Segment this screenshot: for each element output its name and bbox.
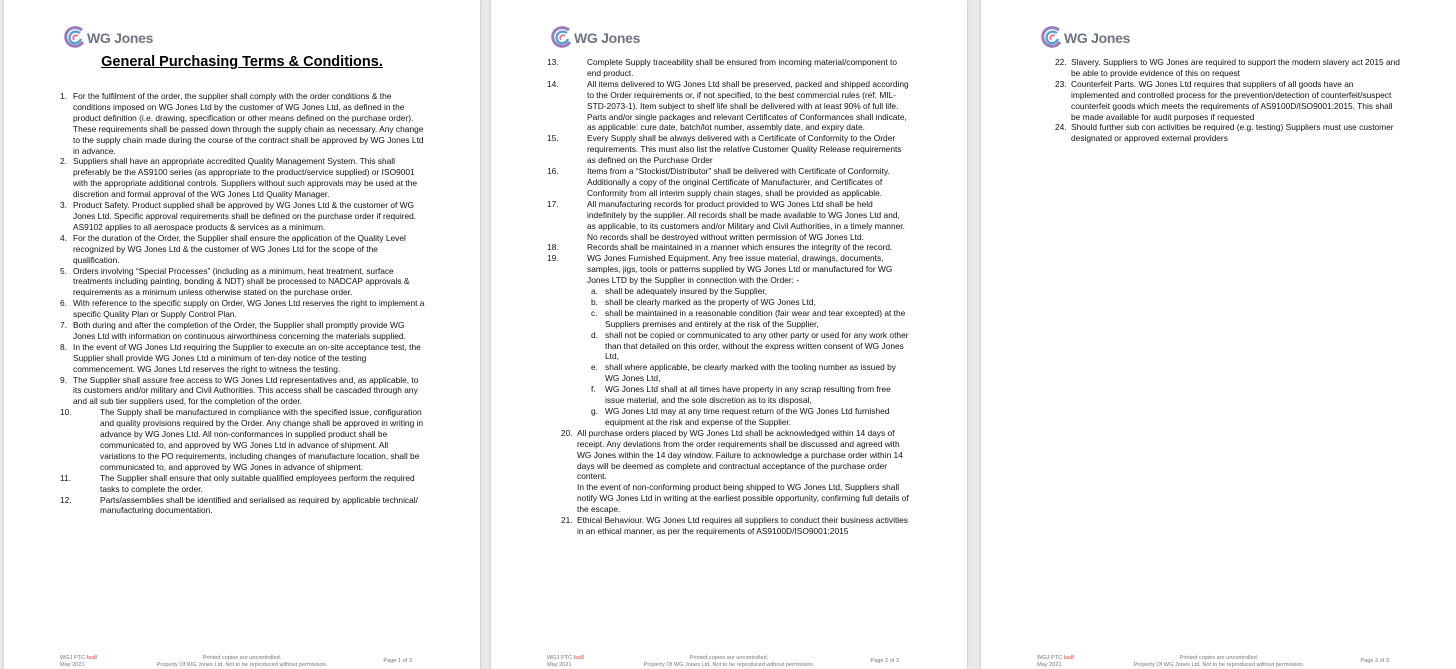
list-item: 21. Ethical Behaviour. WG Jones Ltd requires all suppliers to conduct their business activities in an ethical manner, as per the requirements of AS9100D/ISO9001:2015 bbox=[561, 515, 908, 536]
property-notice: Property Of WG Jones Ltd. Not to be reproduced without permission. bbox=[643, 662, 815, 668]
doc-ref: WGJ PTC bbox=[547, 655, 573, 661]
doc-revision: Iss8 bbox=[86, 655, 97, 661]
page-number: Page 2 of 3 bbox=[870, 658, 899, 664]
property-notice: Property Of WG Jones Ltd. Not to be reproduced without permission. bbox=[156, 662, 328, 668]
doc-revision: Iss8 bbox=[1063, 655, 1074, 661]
uncontrolled-notice: Printed copies are uncontrolled. bbox=[202, 655, 282, 661]
logo-wordmark: WG Jones bbox=[1064, 30, 1131, 46]
list-item: 19. WG Jones Furnished Equipment. Any free issue material, drawings, documents, samples, jigs, tools or patterns supplied by WG Jones Ltd or manufactured for WG Jones LTD by the Supplier in connection with the Order: - bbox=[547, 253, 893, 286]
sub-list-item: g. WG Jones Ltd may at any time request return of the WG Jones Ltd furnished equipment at the risk and expense of the Supplier. bbox=[591, 406, 890, 427]
wg-jones-logo bbox=[549, 24, 679, 54]
sub-list-item: b. shall be clearly marked as the property of WG Jones Ltd, bbox=[591, 296, 816, 307]
list-item: 24. Should further sub con activities be required (e.g. testing) Suppliers must use customer designated or approved external providers bbox=[1055, 122, 1394, 144]
list-item: 10. The Supply shall be manufactured in compliance with the specified issue, configuration and quality provisions required by the Order. Any change shall be approved in writing in advance by WG Jones Ltd. All non-conformances in supplied product shall be communicated to, and approved by WG Jones Ltd in advance of shipment. All variations to the PO requirements, including changes of manufacture location, shall be communicated to, and approved by WG Jones in advance of shipment. bbox=[60, 407, 424, 472]
logo-wordmark: WG Jones bbox=[574, 30, 641, 46]
swirl-logo-icon bbox=[549, 24, 575, 52]
list-item: 12. Parts/assemblies shall be identified and serialised as required by applicable technical/ manufacturing documentation. bbox=[60, 494, 418, 516]
list-item: 5. Orders involving “Special Processes” (including as a minimum, heat treatment, surface treatments including painting, bonding & NDT) shall be processed to NADCAP approvals & requirements as a minimum unless otherwise stated on the purchase order. bbox=[60, 265, 410, 298]
terms-list-page-1 bbox=[60, 91, 426, 516]
doc-date: May 2021 bbox=[1037, 662, 1062, 668]
sub-list-item: a. shall be adequately insured by the Supplier, bbox=[591, 286, 768, 297]
uncontrolled-notice: Printed copies are uncontrolled. bbox=[1179, 655, 1259, 661]
doc-revision: Iss8 bbox=[573, 655, 584, 661]
list-item: 6. With reference to the specific supply on Order, WG Jones Ltd reserves the right to implement a specific Quality Plan or Supply Control Plan. bbox=[60, 298, 425, 320]
page-number: Page 1 of 3 bbox=[383, 658, 412, 664]
doc-ref: WGJ PTC bbox=[1037, 655, 1063, 661]
list-item: 15. Every Supply shall be always delivered with a Certificate of Conformity to the Order requirements. This must also list the relative Customer Quality Release requirements as defined on the Purchase Order bbox=[547, 133, 902, 166]
wg-jones-logo bbox=[1039, 24, 1169, 54]
list-item: 3. Product Safety. Product supplied shall be approved by WG Jones Ltd & the customer of WG Jones Ltd. Specific approval requirements shall be defined on the purchase order if required. AS9102 applies to all aerospace products & services as a minimum. bbox=[60, 200, 417, 232]
document-page-1 bbox=[4, 0, 480, 669]
swirl-logo-icon bbox=[1039, 24, 1065, 52]
list-item: 13. Complete Supply traceability shall be ensured from incoming material/component to end product. bbox=[547, 57, 898, 78]
sub-list-item: d. shall not be copied or communicated to any other party or used for any work other than that detailed on this order, without the express written consent of WG Jones Ltd, bbox=[591, 329, 909, 362]
list-item: 16. Items from a “Stockist/Distributor” shall be delivered with Certificate of Conformity. Additionally a copy of the original Certificate of Manufacturer, and Certificates of Conformity from all interim supply chain stages, shall be provided as applicable. bbox=[547, 166, 890, 198]
list-item: 14. All items delivered to WG Jones Ltd shall be preserved, packed and shipped according to the Order requirements or, if not specified, to the best commercial rules (ref. MIL-STD-2073-1). Item subject to shelf life shall be delivered with at least 90% of full life. Parts and/or single packages and relevant Certificates of Conformances shall indicate, as applicable: cure date, batch/lot number, assembly date, and expiry date. bbox=[547, 78, 909, 133]
list-item: 7. Both during and after the completion of the Order, the Supplier shall promptly provide WG Jones Ltd with information on continuous airworthiness concerning the materials supplied. bbox=[60, 320, 406, 341]
list-item: 2. Suppliers shall have an appropriate accredited Quality Management System. This shall preferably be the AS9100 series (as appropriate to the product/service supplied) or ISO9001 with the appropriate additional controls. Suppliers without such approvals may be used at the discretion and formal approval of the WG Jones Ltd Quality Manager. bbox=[60, 156, 418, 200]
wg-jones-logo bbox=[62, 24, 192, 54]
swirl-logo-icon bbox=[62, 24, 88, 52]
list-item: 17. All manufacturing records for product provided to WG Jones Ltd shall be held indefinitely by the supplier. All records shall be made available to WG Jones Ltd and, as applicable, to its customers and/or Military and Civil Authorities, in a timely manner. No records shall be destroyed without written permission of WG Jones Ltd. bbox=[547, 198, 905, 242]
sub-list-item: e. shall where applicable, be clearly marked with the tooling number as issued by WG Jones Ltd, bbox=[591, 362, 896, 384]
document-page-3 bbox=[981, 0, 1456, 669]
sub-list-item: c. shall be maintained in a reasonable condition (fair wear and tear excepted) at the Suppliers premises and entirely at the risk of the Supplier, bbox=[591, 307, 906, 329]
logo-wordmark: WG Jones bbox=[87, 30, 154, 46]
doc-ref: WGJ PTC bbox=[60, 655, 86, 661]
doc-date: May 2021 bbox=[547, 662, 572, 668]
terms-list-page-3 bbox=[1041, 57, 1401, 144]
terms-list-page-2 bbox=[547, 57, 909, 537]
list-item: 22. Slavery. Suppliers to WG Jones are required to support the modern slavery act 2015 and be able to provide evidence of this on request bbox=[1055, 57, 1400, 78]
list-item: 23. Counterfeit Parts. WG Jones Ltd requires that suppliers of all goods have an implemented and controlled process for the prevention/detection of counterfeit/suspect counterfeit goods which meets the requirements of AS9100D/ISO9001:2015. This shall be made available for audit purposes if requested bbox=[1055, 78, 1393, 122]
list-item: 18. Records shall be maintained in a manner which ensures the integrity of the record. bbox=[547, 242, 893, 253]
list-item: 4. For the duration of the Order, the Supplier shall ensure the application of the Quality Level recognized by WG Jones Ltd & the customer of WG Jones Ltd for the scope of the qualification. bbox=[60, 232, 406, 265]
doc-date: May 2021 bbox=[60, 662, 85, 668]
list-item: 20. All purchase orders placed by WG Jones Ltd shall be acknowledged within 14 days of receipt. Any deviations from the order requirements shall be discussed and agreed with WG Jones within the 14 day window. Failure to acknowledge a purchase order within 14 days will be deemed as complete and contractual acceptance of the purchase order content. In the event of non-conforming product being shipped to WG Jones Ltd, Suppliers shall notify WG Jones Ltd in writing at the earliest possible opportunity, confirming full details of the escape. bbox=[561, 427, 909, 515]
property-notice: Property Of WG Jones Ltd. Not to be reproduced without permission. bbox=[1133, 662, 1305, 668]
list-item: 9. The Supplier shall assure free access to WG Jones Ltd representatives and, as applicable, to its customers and/or military and Civil Authorities. This access shall be cascaded through any and all sub tier suppliers used, for the completion of the order. bbox=[60, 374, 419, 407]
document-title: General Purchasing Terms & Conditions. bbox=[101, 54, 383, 70]
list-item: 1. For the fulfilment of the order, the supplier shall comply with the order conditions & the conditions imposed on WG Jones Ltd by the customer of WG Jones Ltd, as defined in the product definition (i.e. drawing, specification or other means defined on the purchase order). These requirements shall be passed down through the supply chain as necessary. Any change to the supply chain made during the course of the contract shall be approved by WG Jones Ltd in advance. bbox=[60, 91, 424, 156]
list-item: 11. The Supplier shall ensure that only suitable qualified employees perform the required tasks to complete the order. bbox=[60, 472, 415, 494]
list-item: 8. In the event of WG Jones Ltd requiring the Supplier to execute an on-site acceptance test, the Supplier shall provide WG Jones Ltd a minimum of ten-day notice of the testing commencement. WG Jones Ltd reserves the right to witness the testing. bbox=[60, 341, 421, 374]
uncontrolled-notice: Printed copies are uncontrolled. bbox=[689, 655, 769, 661]
page-number: Page 3 of 3 bbox=[1360, 658, 1389, 664]
document-page-2 bbox=[491, 0, 967, 669]
sub-list-item: f. WG Jones Ltd shall at all times have property in any scrap resulting from free issue material, and the sole discretion as to its disposal, bbox=[591, 384, 891, 406]
